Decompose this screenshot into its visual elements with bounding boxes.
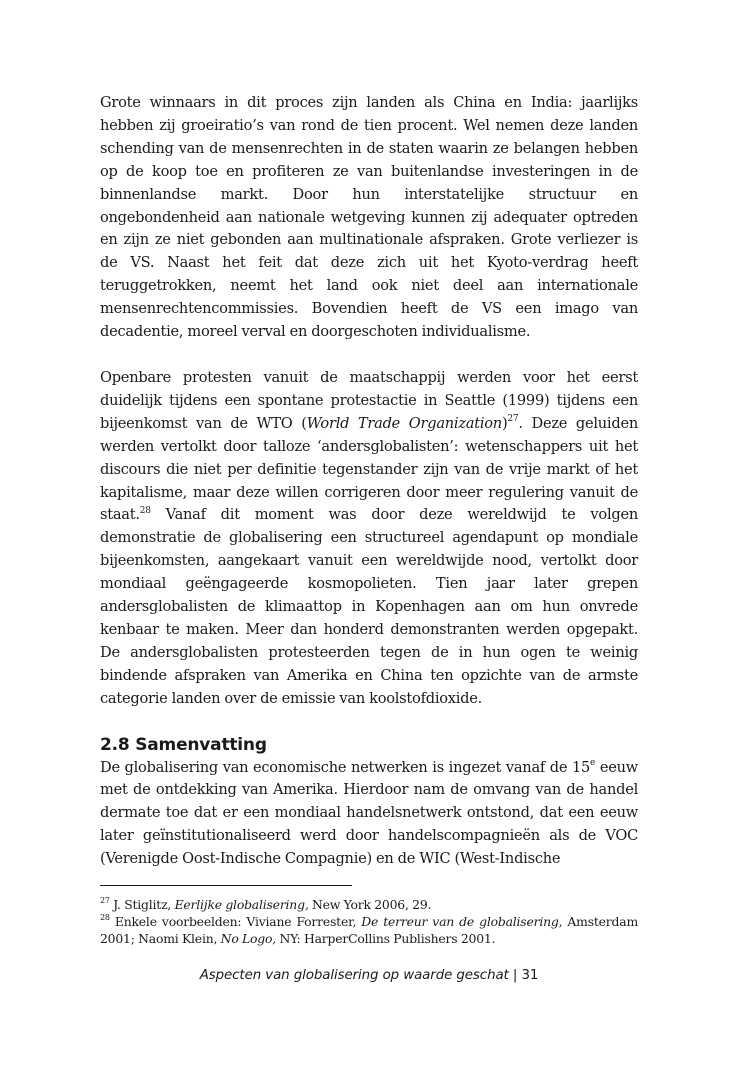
century-superscript: e — [590, 757, 596, 768]
footnote-ref-28[interactable]: 28 — [139, 505, 151, 516]
protests-text-1: Openbare protesten vanuit de maatschappij werden voor het eerst duidelijk tijdens een spontane protestactie in Seattle (1999) tijdens een bijeenkomst van de WTO ( — [100, 368, 638, 432]
wto-full-name: World Trade Organization — [306, 414, 502, 432]
page-body — [100, 92, 638, 947]
protests-text-3: . Deze geluiden werden vertolkt door talloze ‘andersglobalisten’: wetenschappers uit het discours die niet per definitie tegenstander zijn van de vrije markt of het kapitalisme, maar deze willen corrigeren door meer regulering vanuit de staat. — [100, 414, 638, 524]
protests-text-2: ) — [501, 414, 508, 432]
paragraph-winners-losers: Grote winnaars in dit proces zijn landen als China en India: jaarlijks hebben zij groeiratio’s van rond de tien procent. Wel nemen deze landen schending van de mensenrechten in de staten waarin ze belangen hebben op de koop toe en profiteren ze van buitenlandse investeringen in de binnenlandse markt. Door hun interstatelijke structuur en ongebondenheid aan nationale wetgeving kunnen zij adequater optreden en zijn ze niet gebonden aan multinationale afspraken. Grote verliezer is de VS. Naast het feit dat deze zich uit het Kyoto-verdrag heeft teruggetrokken, neemt het land ook niet deel aan internationale mensenrechtencommissies. Bovendien heeft de VS een imago van decadentie, moreel verval en doorgeschoten individualisme. — [100, 94, 638, 341]
footnote-divider — [100, 885, 352, 886]
footnote-number: 27 — [100, 895, 110, 905]
paragraph-summary — [100, 757, 638, 872]
footnote-27 — [100, 896, 638, 913]
footnote-ref-27[interactable]: 27 — [507, 413, 519, 424]
footnote-title: Eerlijke globalisering, — [174, 897, 309, 913]
footnote-text: , Amsterdam 2001; Naomi Klein, — [100, 914, 638, 947]
summary-text-1: De globalisering van economische netwerken is ingezet vanaf de 15 — [100, 758, 591, 776]
protests-text-4: Vanaf dit moment was door deze wereldwijd te volgen demonstratie de globalisering een structureel agendapunt op mondiale bijeenkomsten, aangekaart vanuit een wereldwijde nood, vertolkt door mondiaal geëngageerde kosmopolieten. Tien jaar later grepen andersglobalisten de klimaattop in Kopenhagen aan om hun onvrede kenbaar te maken. Meer dan honderd demonstranten werden opgepakt. De andersglobalisten protesteerden tegen de in hun ogen te weinig bindende afspraken van Amerika en China ten opzichte van de armste categorie landen over de emissie van koolstofdioxide. — [100, 506, 638, 707]
footnote-text: J. Stiglitz, — [109, 897, 175, 913]
footnote-title: No Logo, — [220, 931, 277, 947]
paragraph-protests — [100, 367, 638, 711]
footnote-number: 28 — [100, 912, 110, 922]
footnote-text: New York 2006, 29. — [308, 897, 432, 913]
running-title: Aspecten van globalisering op waarde geschat — [199, 968, 509, 983]
footnote-title: De terreur van de globalisering — [361, 914, 559, 930]
page-number: 31 — [521, 968, 539, 983]
footer-separator: | — [508, 968, 522, 983]
footnote-28 — [100, 913, 638, 947]
page-footer — [0, 967, 738, 985]
section-heading: 2.8 Samenvatting — [100, 734, 267, 755]
summary-text-2: eeuw met de ontdekking van Amerika. Hierdoor nam de omvang van de handel dermate toe dat er een mondiaal handelsnetwerk ontstond, dat een eeuw later geïnstitutionaliseerd werd door handelscompagnieën als de VOC (Verenigde Oost-Indische Compagnie) en de WIC (West-Indische — [100, 758, 639, 868]
footnote-text: Enkele voorbeelden: Viviane Forrester, — [109, 914, 362, 930]
footnote-text: NY: HarperCollins Publishers 2001. — [276, 931, 496, 947]
